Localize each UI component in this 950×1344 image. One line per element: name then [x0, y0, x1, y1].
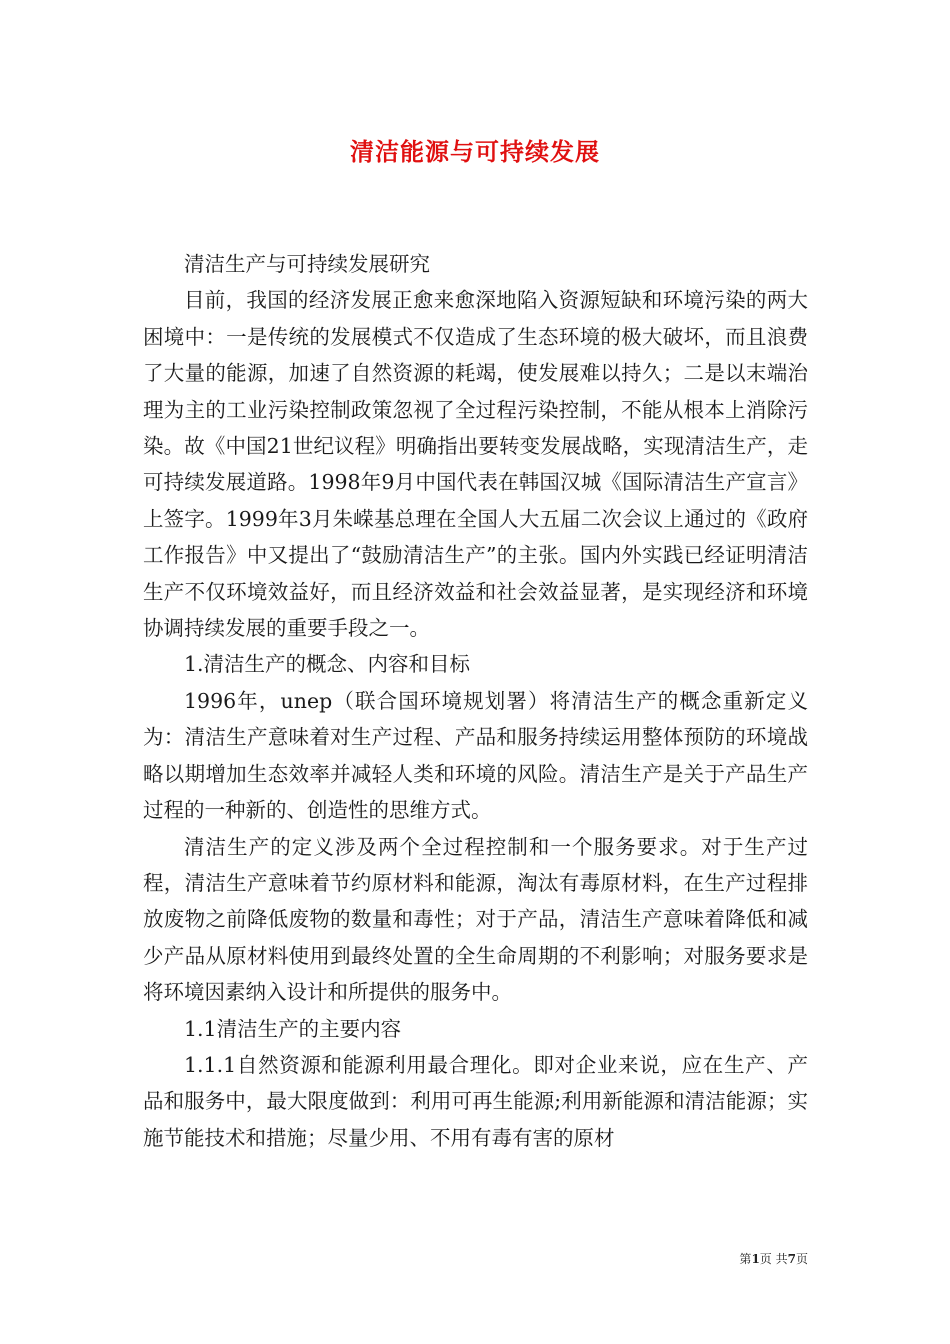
paragraph-definition: 1996年，unep（联合国环境规划署）将清洁生产的概念重新定义为：清洁生产意味着对生产过程、产品和服务持续运用整体预防的环境战略以期增加生态效率并减轻人类和环境的风险。清洁生产是关于产品生产过程的一种新的、创造性的思维方式。 [143, 688, 808, 823]
footer-middle: 页 共 [759, 1252, 788, 1266]
paragraph-intro: 目前，我国的经济发展正愈来愈深地陷入资源短缺和环境污染的两大困境中：一是传统的发展模式不仅造成了生态环境的极大破坏，而且浪费了大量的能源，加速了自然资源的耗竭，使发展难以持久；二是以末端治理为主的工业污染控制政策忽视了全过程污染控制，不能从根本上消除污染。故《中国21世纪议程》明确指出要转变发展战略，实现清洁生产，走可持续发展道路。1998年9月中国代表在韩国汉城《国际清洁生产宣言》上签字。1999年3月朱嵘基总理在全国人大五届二次会议上通过的《政府工作报告》中又提出了“鼓励清洁生产”的主张。国内外实践已经证明清洁生产不仅环境效益好，而且经济效益和社会效益显著，是实现经济和环境协调持续发展的重要手段之一。 [143, 288, 808, 641]
paragraph-subtitle: 清洁生产与可持续发展研究 [184, 252, 430, 276]
section-heading-1: 1.清洁生产的概念、内容和目标 [184, 652, 471, 677]
footer-total-pages: 7 [787, 1252, 796, 1266]
footer-prefix: 第 [739, 1252, 752, 1266]
footer-suffix: 页 [795, 1252, 808, 1266]
document-body [143, 246, 808, 1156]
paragraph-scope: 清洁生产的定义涉及两个全过程控制和一个服务要求。对于生产过程，清洁生产意味着节约原材料和能源，淘汰有毒原材料，在生产过程排放废物之前降低废物的数量和毒性；对于产品，清洁生产意味着降低和减少产品从原材料使用到最终处置的全生命周期的不利影响；对服务要求是将环境因素纳入设计和所提供的服务中。 [143, 834, 808, 1005]
paragraph-1-1-1: 1.1.1自然资源和能源利用最合理化。即对企业来说，应在生产、产品和服务中，最大限度做到：利用可再生能源;利用新能源和清洁能源；实施节能技术和措施；尽量少用、不用有毒有害的原材 [143, 1052, 808, 1150]
page-footer [739, 1250, 808, 1267]
footer-current-page: 1 [751, 1252, 760, 1266]
document-title: 清洁能源与可持续发展 [350, 138, 600, 166]
section-heading-1-1: 1.1清洁生产的主要内容 [184, 1016, 402, 1041]
